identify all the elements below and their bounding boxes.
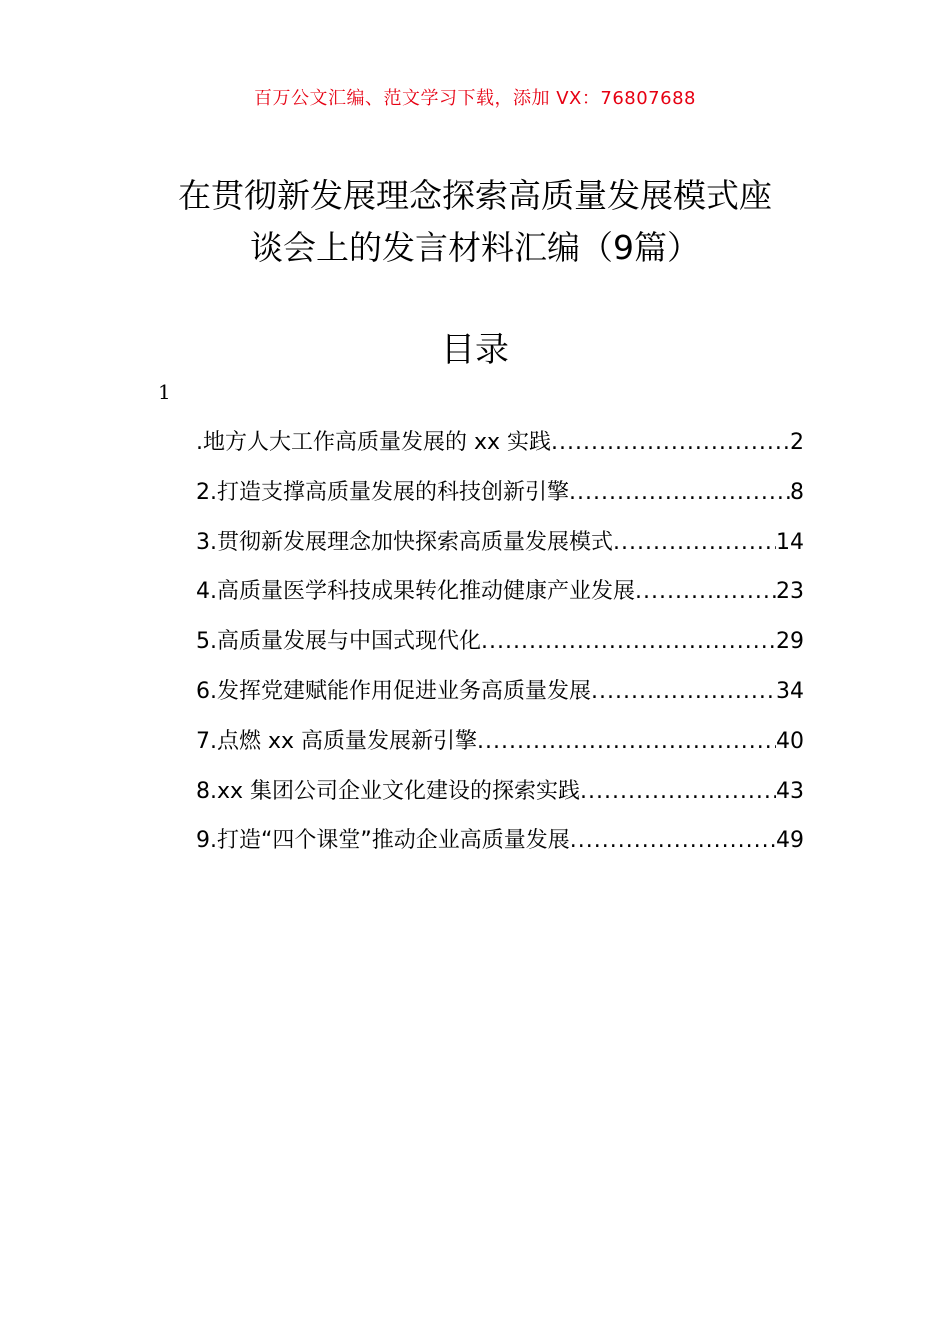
toc-heading: 目录 <box>441 330 509 370</box>
document-title-line-2: 谈会上的发言材料汇编（9篇） <box>250 228 700 267</box>
document-title-line-1: 在贯彻新发展理念探索高质量发展模式座 <box>178 176 772 215</box>
toc-dot-leader <box>551 430 790 455</box>
toc-item-1[interactable] <box>196 425 804 475</box>
toc-item-title: 7.点燃 xx 高质量发展新引擎 <box>196 728 478 754</box>
toc-item-page: 2 <box>790 430 804 455</box>
toc-item-page: 8 <box>790 479 804 505</box>
toc-item-6[interactable] <box>196 674 804 724</box>
toc-item-title: 5.高质量发展与中国式现代化 <box>196 629 481 655</box>
toc-dot-leader <box>477 729 776 754</box>
header-promo-text: 百万公文汇编、范文学习下载，添加 VX：76807688 <box>254 88 696 109</box>
toc-item-4[interactable] <box>196 574 804 624</box>
toc-item-page: 34 <box>776 678 804 704</box>
toc-item-page: 23 <box>776 579 804 605</box>
toc-item-3[interactable] <box>196 525 804 575</box>
document-title <box>120 170 830 274</box>
toc-item-title: 6.发挥党建赋能作用促进业务高质量发展 <box>196 678 591 704</box>
toc-dot-leader <box>570 828 776 853</box>
toc-item-page: 40 <box>776 728 804 754</box>
toc-item-7[interactable] <box>196 724 804 774</box>
toc-item-8[interactable] <box>196 774 804 824</box>
toc-item-title: .地方人大工作高质量发展的 xx 实践 <box>196 430 552 455</box>
toc-dot-leader <box>591 679 776 704</box>
toc-dot-leader <box>613 530 776 555</box>
toc-item-title: 3.贯彻新发展理念加快探索高质量发展模式 <box>196 529 613 555</box>
toc-item-title: 4.高质量医学科技成果转化推动健康产业发展 <box>196 579 635 605</box>
table-of-contents <box>196 425 804 873</box>
toc-dot-leader <box>580 779 776 804</box>
toc-item-title: 2.打造支撑高质量发展的科技创新引擎 <box>196 479 569 505</box>
toc-item-title: 9.打造“四个课堂”推动企业高质量发展 <box>196 828 570 854</box>
toc-item-2[interactable] <box>196 475 804 525</box>
toc-item-page: 14 <box>776 529 804 555</box>
toc-item-page: 43 <box>776 778 804 804</box>
toc-item-5[interactable] <box>196 624 804 674</box>
toc-item-page: 29 <box>776 629 804 655</box>
toc-item-page: 49 <box>776 828 804 854</box>
stray-list-number: 1 <box>158 380 171 404</box>
toc-dot-leader <box>635 579 776 604</box>
toc-item-title: 8.xx 集团公司企业文化建设的探索实践 <box>196 778 581 804</box>
toc-item-9[interactable] <box>196 823 804 873</box>
toc-dot-leader <box>569 480 790 505</box>
toc-dot-leader <box>481 629 776 654</box>
